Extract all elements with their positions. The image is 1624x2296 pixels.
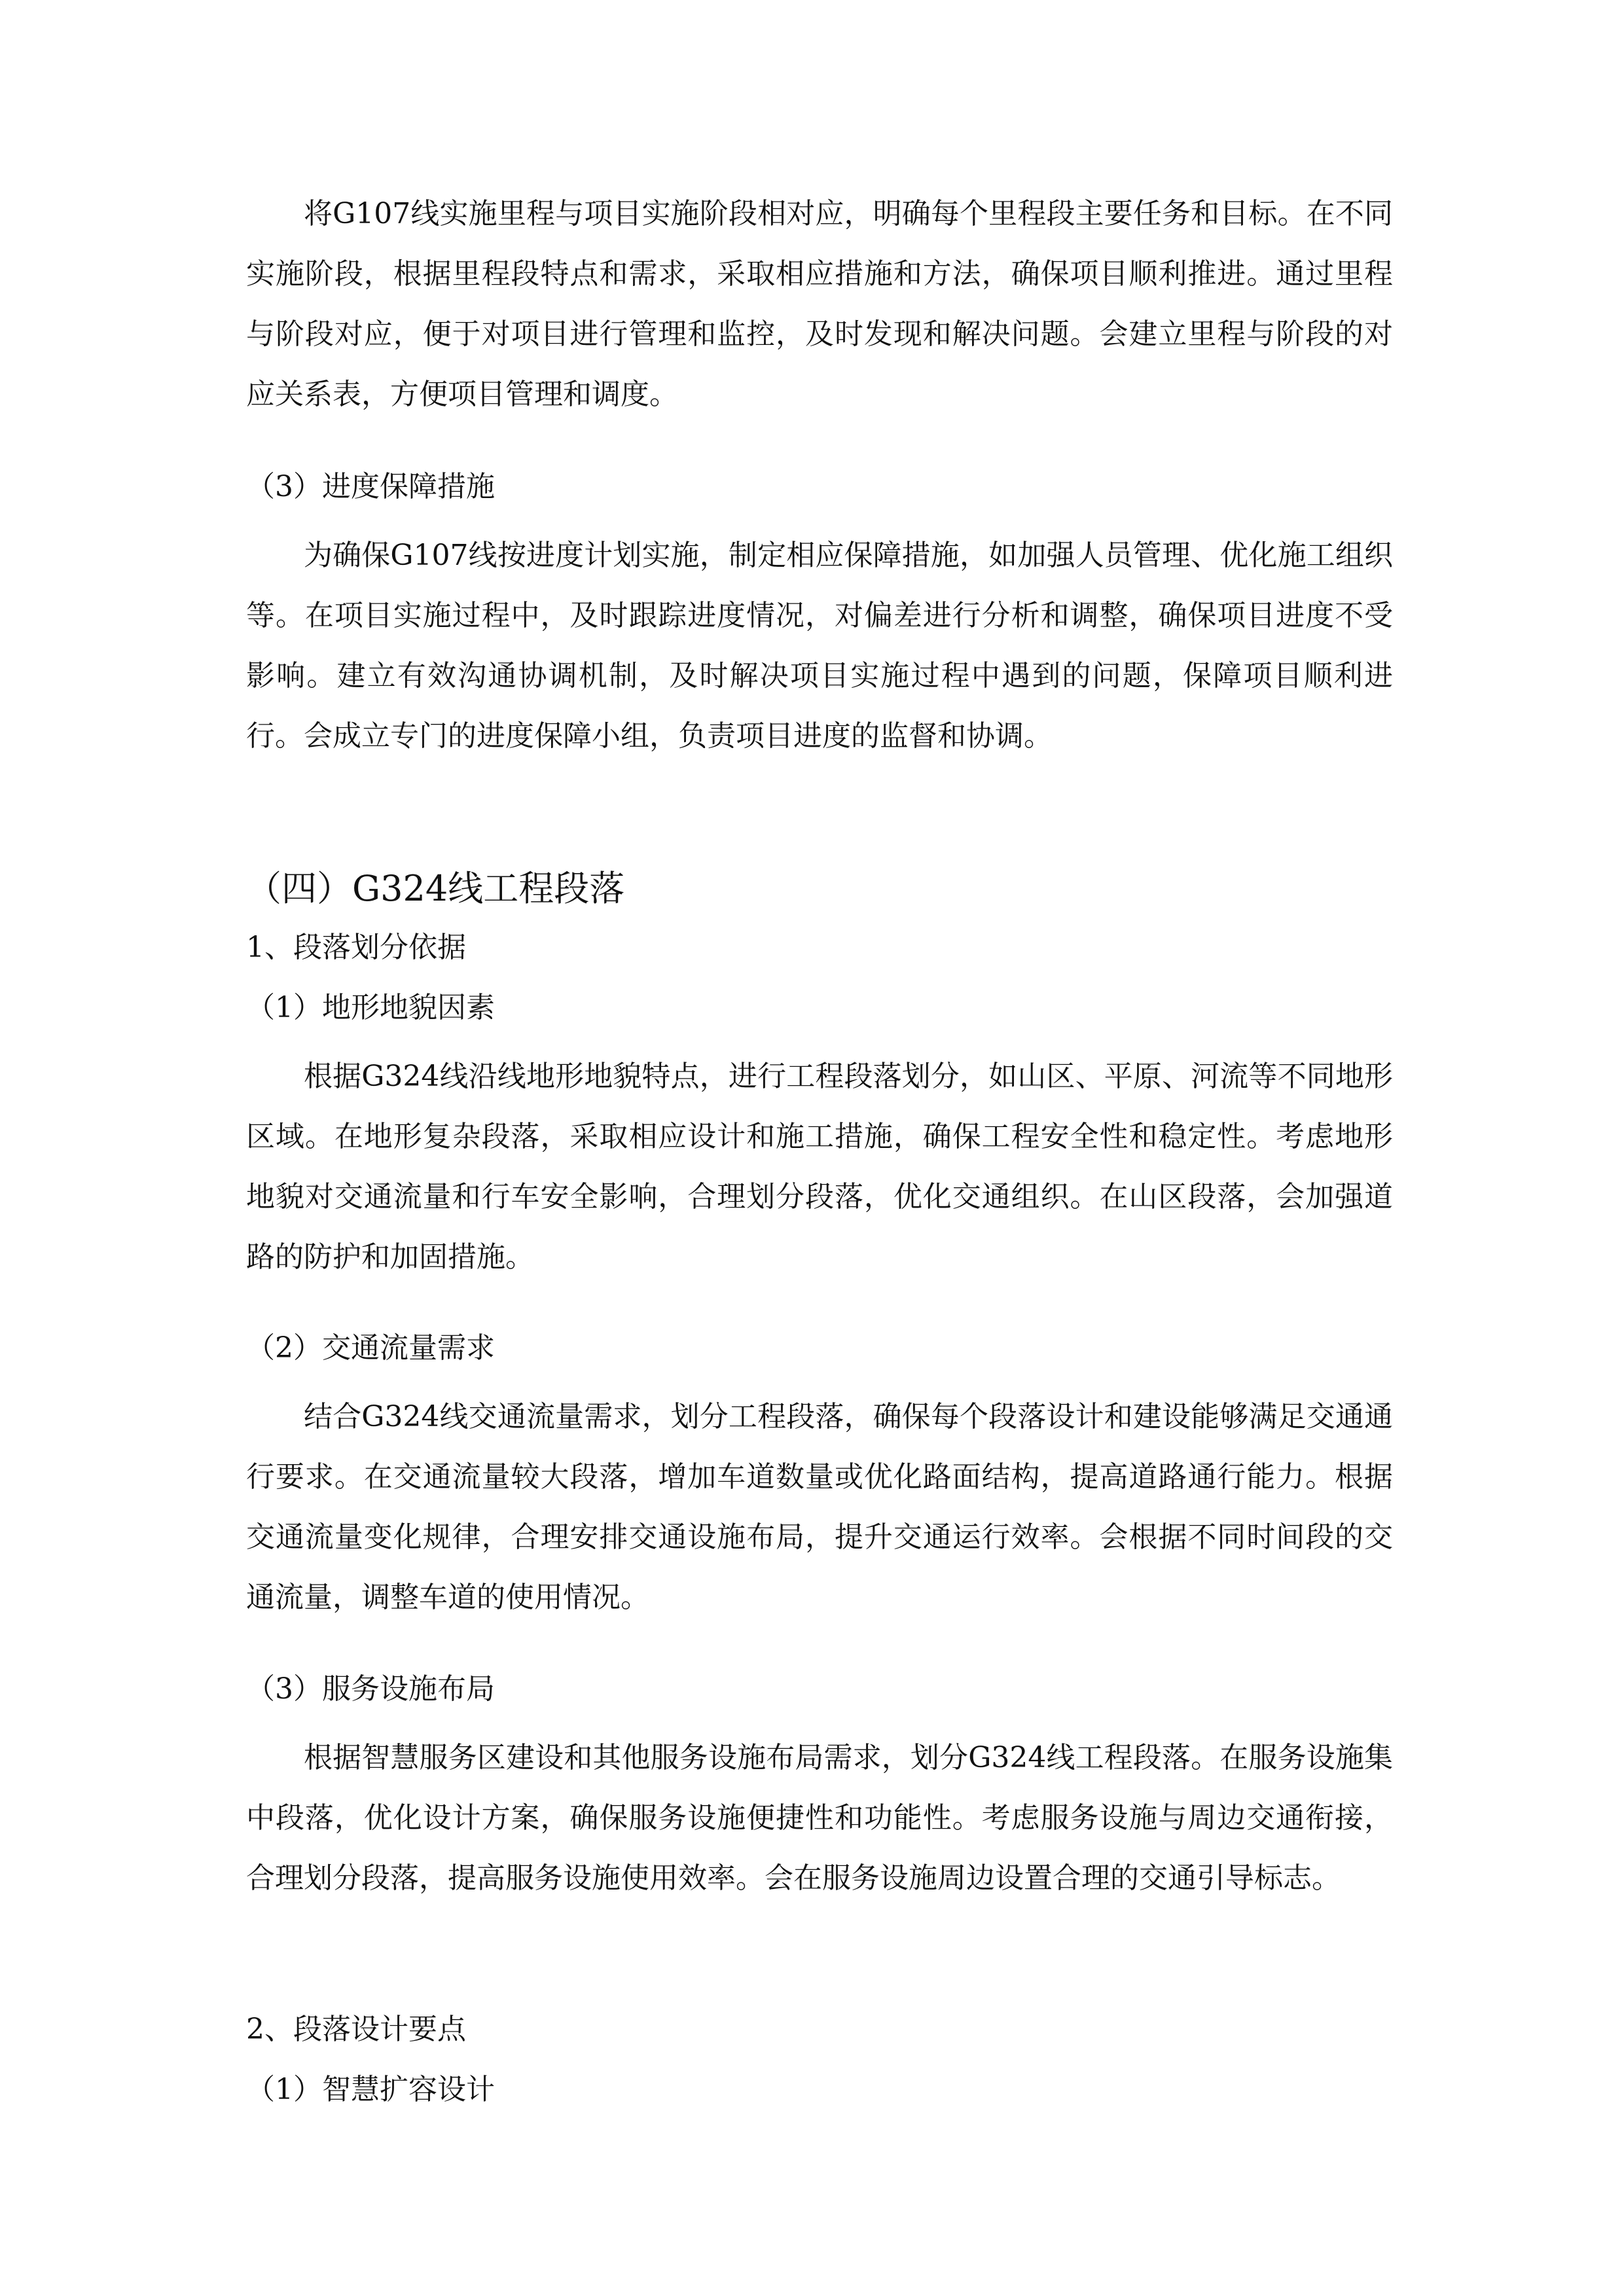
subheading-service-facilities: （3）服务设施布局	[246, 1672, 495, 1706]
section-heading-g324: （四）G324线工程段落	[246, 868, 625, 909]
subheading-smart-expansion: （1）智慧扩容设计	[246, 2073, 495, 2106]
paragraph-terrain: 根据G324线沿线地形地貌特点，进行工程段落划分，如山区、平原、河流等不同地形区域。在地形复杂段落，采取相应设计和施工措施，确保工程安全性和稳定性。考虑地形地貌对交通流量和行车安全影响，合理划分段落，优化交通组织。在山区段落，会加强道路的防护和加固措施。	[246, 1060, 1393, 1274]
paragraph-progress-guarantee: 为确保G107线按进度计划实施，制定相应保障措施，如加强人员管理、优化施工组织等。在项目实施过程中，及时跟踪进度情况，对偏差进行分析和调整，确保项目进度不受影响。建立有效沟通协调机制，及时解决项目实施过程中遇到的问题，保障项目顺利进行。会成立专门的进度保障小组，负责项目进度的监督和协调。	[246, 539, 1393, 753]
subheading-terrain: （1）地形地貌因素	[246, 991, 495, 1024]
subheading-progress-guarantee: （3）进度保障措施	[246, 470, 495, 503]
subheading-division-basis: 1、段落划分依据	[246, 931, 466, 964]
subheading-design-points: 2、段落设计要点	[246, 2013, 466, 2046]
paragraph-g107-milestone: 将G107线实施里程与项目实施阶段相对应，明确每个里程段主要任务和目标。在不同实施阶段，根据里程段特点和需求，采取相应措施和方法，确保项目顺利推进。通过里程与阶段对应，便于对项目进行管理和监控，及时发现和解决问题。会建立里程与阶段的对应关系表，方便项目管理和调度。	[246, 197, 1393, 411]
paragraph-service-facilities: 根据智慧服务区建设和其他服务设施布局需求，划分G324线工程段落。在服务设施集中段落，优化设计方案，确保服务设施便捷性和功能性。考虑服务设施与周边交通衔接，合理划分段落，提高服务设施使用效率。会在服务设施周边设置合理的交通引导标志。	[246, 1741, 1393, 1895]
paragraph-traffic-demand: 结合G324线交通流量需求，划分工程段落，确保每个段落设计和建设能够满足交通通行要求。在交通流量较大段落，增加车道数量或优化路面结构，提高道路通行能力。根据交通流量变化规律，合理安排交通设施布局，提升交通运行效率。会根据不同时间段的交通流量，调整车道的使用情况。	[246, 1400, 1393, 1614]
subheading-traffic-demand: （2）交通流量需求	[246, 1331, 495, 1365]
